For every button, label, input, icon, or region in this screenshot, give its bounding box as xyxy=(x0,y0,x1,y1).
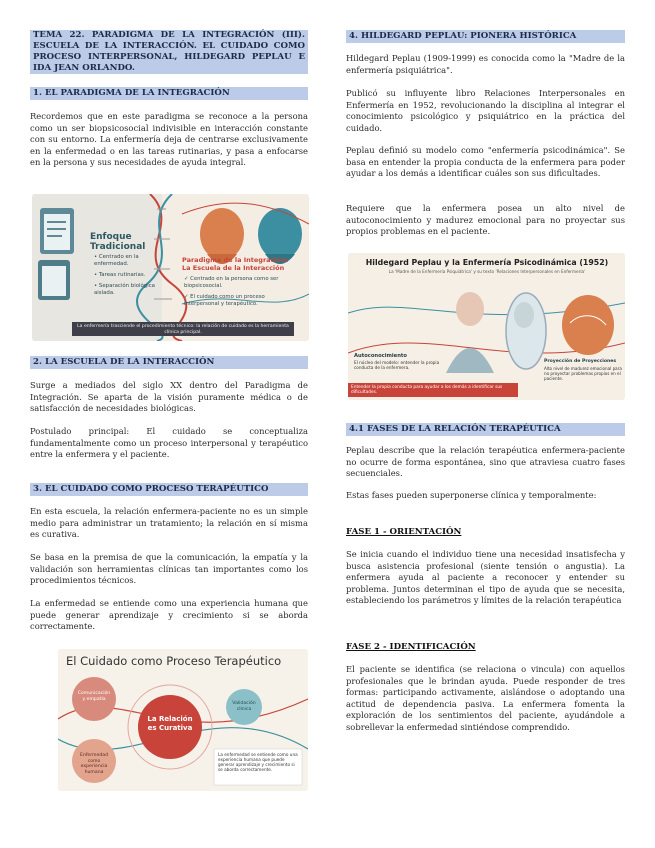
traditional-item: • Separación biológica aislada. xyxy=(94,283,155,296)
node-validation: Validación clínica xyxy=(232,701,256,712)
section-3-paragraph-2: Se basa en la premisa de que la comunicación, la empatía y la validación son herramientas clínicas tan importantes como los procedimientos técnicos. xyxy=(30,552,308,586)
traditional-list xyxy=(94,254,156,297)
projection-text: Alto nivel de madurez emocional para no proyectar problemas propios en el paciente. xyxy=(544,366,622,381)
phase-1-paragraph: Se inicia cuando el individuo tiene una necesidad insatisfecha y busca asistencia profesional (siente tensión o angustia). La enfermera ayuda al paciente a reconocer y entender su problema. Juntos determinan el tipo de ayuda que se necesita, estableciendo los parámetros y límites de la relación terapéutica xyxy=(346,549,625,606)
peplau-figure xyxy=(348,253,625,400)
section-4-1-paragraph-1: Peplau describe que la relación terapéutica enfermera-paciente no ocurre de forma espontánea, sino que atraviesa cuatro fases secuenciales. xyxy=(346,445,625,479)
traditional-item: • Centrado en la enfermedad. xyxy=(94,254,139,267)
peplau-figure-title: Hildegard Peplau y la Enfermería Psicodinámica (1952) xyxy=(365,258,609,267)
section-1-paragraph: Recordemos que en este paradigma se reconoce a la persona como un ser biopsicosocial indivisible en interacción constante con su entorno. La enfermería deja de centrarse exclusivamente en la enfermedad o en las tareas rutinarias, y pasa a enfocarse en la persona y sus necesidades de ayuda integral. xyxy=(30,111,308,168)
figure-title: El Cuidado como Proceso Terapéutico xyxy=(66,654,282,668)
section-3-paragraph-3: La enfermedad se entiende como una experiencia humana que puede generar aprendizaje y crecimiento si se aborda correctamente. xyxy=(30,598,308,632)
integration-title: Paradigma de la Integración: La Escuela de la Interacción xyxy=(182,256,289,272)
page-title: TEMA 22. PARADIGMA DE LA INTEGRACIÓN (III). ESCUELA DE LA INTERACCIÓN. EL CUIDADO COMO PROCESO INTERPERSONAL, HILDEGARD PEPLAU E IDA JEAN ORLANDO. xyxy=(30,30,308,74)
phase-1-heading: FASE 1 - ORIENTACIÓN xyxy=(346,527,462,537)
therapeutic-process-figure xyxy=(58,649,308,791)
node-communication: Comunicación y empatía xyxy=(77,691,111,702)
self-knowledge-text: El núcleo del modelo: entender la propia conducta de la enfermera. xyxy=(354,360,440,370)
peplau-figure-subtitle: La 'Madre de la Enfermería Psiquiátrica' y su texto 'Relaciones Interpersonales en Enfermería' xyxy=(388,269,586,274)
section-2-paragraph-1: Surge a mediados del siglo XX dentro del Paradigma de Integración. Se aparta de la visión puramente médica o de satisfacción de necesidades biológicas. xyxy=(30,380,308,414)
phase-2-paragraph: El paciente se identifica (se relaciona o vincula) con aquellos profesionales que le brindan ayuda. Puede responder de tres formas: participando activamente, aislándose o adoptando una actitud de dependencia pasiva. La enfermera fomenta la exploración de los sentimientos del paciente, ayudándole a sobrellevar la enfermedad sintiéndose comprendido. xyxy=(346,664,625,732)
figure-note: La enfermedad se entiende como una experiencia humana que puede generar aprendizaje y crecimiento si se aborda correctamente. xyxy=(218,752,298,772)
section-4-paragraph-1: Hildegard Peplau (1909-1999) es conocida como la "Madre de la enfermería psiquiátrica". xyxy=(346,53,625,75)
integration-item: ✓ El cuidado como un proceso interpersonal y terapéutico. xyxy=(184,294,265,307)
center-node-label: La Relación es Curativa xyxy=(147,715,193,732)
node-human-experience: Enfermedad como experiencia humana xyxy=(79,753,108,775)
section-3-paragraph-1: En esta escuela, la relación enfermera-paciente no es un simple medio para administrar un tratamiento; la relación en sí misma es curativa. xyxy=(30,506,308,540)
section-3-heading: 3. EL CUIDADO COMO PROCESO TERAPÉUTICO xyxy=(30,483,308,496)
peplau-footer-banner: Entender la propia conducta para ayudar a los demás a identificar sus dificultades. xyxy=(351,385,503,395)
traditional-item: • Tareas rutinarias. xyxy=(94,272,146,278)
section-4-paragraph-4: Requiere que la enfermera posea un alto nivel de autoconocimiento y madurez emocional para no proyectar sus propios problemas en el paciente. xyxy=(346,203,625,237)
figure-caption: La enfermería trasciende el procedimiento técnico: la relación de cuidado es la herramienta clínica principal. xyxy=(77,324,289,335)
section-2-heading: 2. LA ESCUELA DE LA INTERACCIÓN xyxy=(30,356,308,369)
traditional-approach-title: Enfoque Tradicional xyxy=(90,232,146,252)
section-4-1-paragraph-2: Estas fases pueden superponerse clínica y temporalmente: xyxy=(346,490,597,500)
self-knowledge-label: Autoconocimiento xyxy=(354,353,407,359)
integration-paradigm-figure xyxy=(32,194,309,341)
section-1-heading: 1. EL PARADIGMA DE LA INTEGRACIÓN xyxy=(30,87,308,100)
section-4-paragraph-3: Peplau definió su modelo como "enfermería psicodinámica". Se basa en entender la propia conducta de la enfermera para poder ayudar a los demás a identificar cuáles son sus dificultades. xyxy=(346,145,625,179)
projection-label: Proyección de Proyecciones xyxy=(544,359,617,364)
section-4-paragraph-2: Publicó su influyente libro Relaciones Interpersonales en Enfermería en 1952, revolucionando la disciplina al integrar el conocimiento psicológico y psiquiátrico en la práctica del cuidado. xyxy=(346,88,625,133)
integration-item: ✓ Centrado en la persona como ser biopsicosocial. xyxy=(184,276,279,289)
section-4-1-heading: 4.1 FASES DE LA RELACIÓN TERAPÉUTICA xyxy=(346,423,625,436)
section-2-paragraph-2: Postulado principal: El cuidado se conceptualiza fundamentalmente como un proceso interpersonal y terapéutico entre la enfermera y el paciente. xyxy=(30,426,308,460)
phase-2-heading: FASE 2 - IDENTIFICACIÓN xyxy=(346,642,476,652)
section-4-heading: 4. HILDEGARD PEPLAU: PIONERA HISTÓRICA xyxy=(346,30,625,43)
integration-list xyxy=(184,276,296,308)
